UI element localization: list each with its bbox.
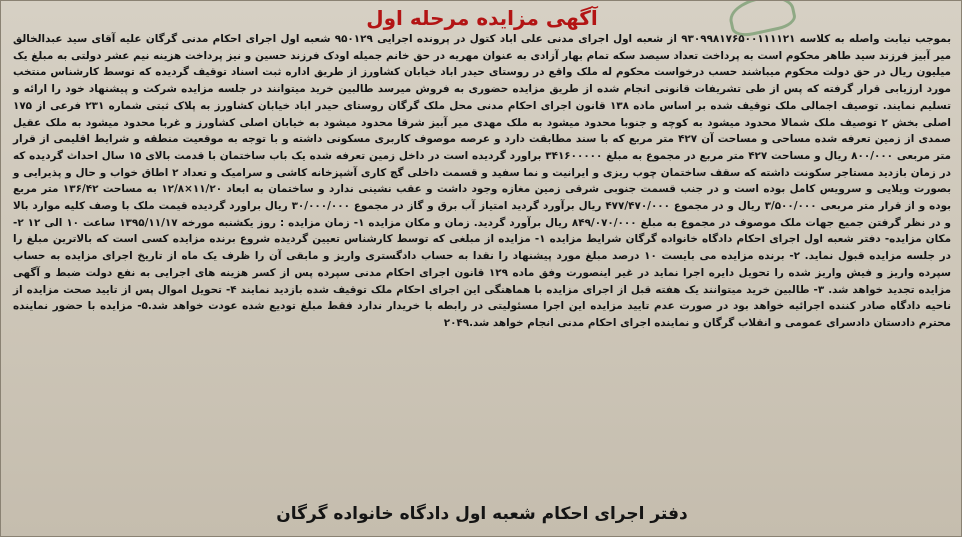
notice-title: آگهی مزایده مرحله اول — [366, 6, 598, 30]
notice-body-text: بموجب نیابت واصله به کلاسه ۹۳۰۹۹۸۱۷۶۵۰۰۱۱۱۱۲۱ از شعبه اول اجرای مدنی علی اباد کتول در پرونده اجرایی ۹۵۰۱۲۹ شعبه اول اجرای احکام مدنی گرگان علیه آقای سید عبدالخالق میر آبیز فرزند سید طاهر محکوم است به پرداخت تعداد سیصد سکه تمام بهار آزادی به عنوان مهریه در حق خانم جمیله اودک فرزند حسین و نیز پرداخت هزینه نیم عشر دولتی به مبلغ یک میلیون ریال در حق دولت محکوم میباشند حسب درخواست محکوم له ملک واقع در روستای حیدر اباد خیابان کشاورز از طریق اداره ثبت اسناد توقیف گردیده که توسط کارشناس منتخب مورد ارزیابی قرار گرفته که پس از طی تشریفات قانونی انجام شده از طریق مزایده حضوری به فروش میرسد طالبین خرید میتوانند در جلسه مزایده شرکت و پیشنهاد خود را ارائه و تسلیم نمایند. توصیف اجمالی ملک توقیف شده بر اساس ماده ۱۳۸ قانون اجرای احکام مدنی محل ملک گرگان روستای حیدر اباد خیابان کشاورز به پلاک ثبتی شماره ۲۳۱ فرعی از ۱۷۵ اصلی بخش ۲ توصیف ملک شمالا محدود میشود به کوچه و جنوبا محدود میشود به ملک مهدی میر آبیز شرقا محدود میشود به خیابان اصلی کشاورز و غربا محدود میشود به ملک عقیل صمدی از زمین تعرفه شده مساحی و مساحت آن ۴۲۷ متر مربع که با سند مطابقت دارد و عرصه موصوف کاربری مسکونی داشته و با توجه به موقعیت منطقه و شرایط اقلیمی از قرار متر مربعی ۸۰۰/۰۰۰ ریال و مساحت ۴۲۷ متر مربع در مجموع به مبلغ ۳۴۱۶۰۰۰۰۰ براورد گردیده است در داخل زمین تعرفه شده یک باب ساختمان با قدمت بالای ۱۵ سال احداث گردیده که در زمان بازدید مستاجر سکونت داشته که سقف ساختمان چوب ریزی و ایرانیت و نما سفید و قسمت داخلی گچ کاری آشپزخانه کاشی و سرامیک و تعداد ۲ اطاق خواب و حال و پذیرایی و بصورت ویلایی و سرویس کامل بوده است و در جنب قسمت جنوبی شرقی زمین مغازه وجود داشت و عقب نشینی ندارد و ساختمان به ابعاد ۱۱/۲۰×۱۲/۸ به مساحت ۱۳۶/۴۲ متر مربع بوده و از قرار متر مربعی ۳/۵۰۰/۰۰۰ ریال و در مجموع ۴۷۷/۴۷۰/۰۰۰ ریال برآورد گردید امتیاز آب برق و گاز در مجموع ۳۰/۰۰۰/۰۰۰ ریال براورد گردیده قیمت ملک با وصف کلیه موارد بالا و در نظر گرفتن جمیع جهات ملک موصوف در مجموع به مبلغ ۸۴۹/۰۷۰/۰۰۰ ریال برآورد گردید. زمان و مکان مزایده ۱- زمان مزایده : روز یکشنبه مورخه ۱۳۹۵/۱۱/۱۷ ساعت ۱۰ الی ۱۲ ۲- مکان مزایده- دفتر شعبه اول اجرای احکام دادگاه خانواده گرگان شرایط مزایده ۱- مزایده از مبلغی که توسط کارشناس تعیین گردیده شروع برنده مزایده کسی است که بالاترین مبلغ را در جلسه مزایده قبول نماید. ۲- برنده مزایده می بایست ۱۰ درصد مبلغ مورد پیشنهاد را نقدا به حساب دادگستری واریز و مابقی آن را ظرف یک ماه از تاریخ اجرای مزایده به حساب سپرده واریز و فیش واریز شده را تحویل دایره اجرا نماید در غیر اینصورت وفق ماده ۱۲۹ قانون اجرای احکام مدنی سپرده پس از کسر هزینه های اجرایی به نفع دولت ضبط و آگهی مزایده تجدید خواهد شد. ۳- طالبین خرید میتوانند یک هفته قبل از اجرای مزایده با هماهنگی این اجرای احکام ملک توقیف شده بازدید نمایند ۴- تحویل اموال پس از تایید صحت مزایده از ناحیه دادگاه صادر کننده اجرائیه خواهد بود در صورت عدم تایید مزایده این اجرا مسئولیتی در رابطه با خریدار ندارد فقط مبلغ تودیع شده عودت خواهد شد.۵- مزایده با حضور نماینده محترم دادستان دادسرای عمومی و انقلاب گرگان و نماینده اجرای احکام مدنی انجام خواهد شد.۲۰۴۹ — [13, 33, 952, 329]
notice-body — [13, 31, 951, 332]
notice-signature: دفتر اجرای احکام شعبه اول دادگاه خانواده گرگان — [276, 504, 688, 524]
